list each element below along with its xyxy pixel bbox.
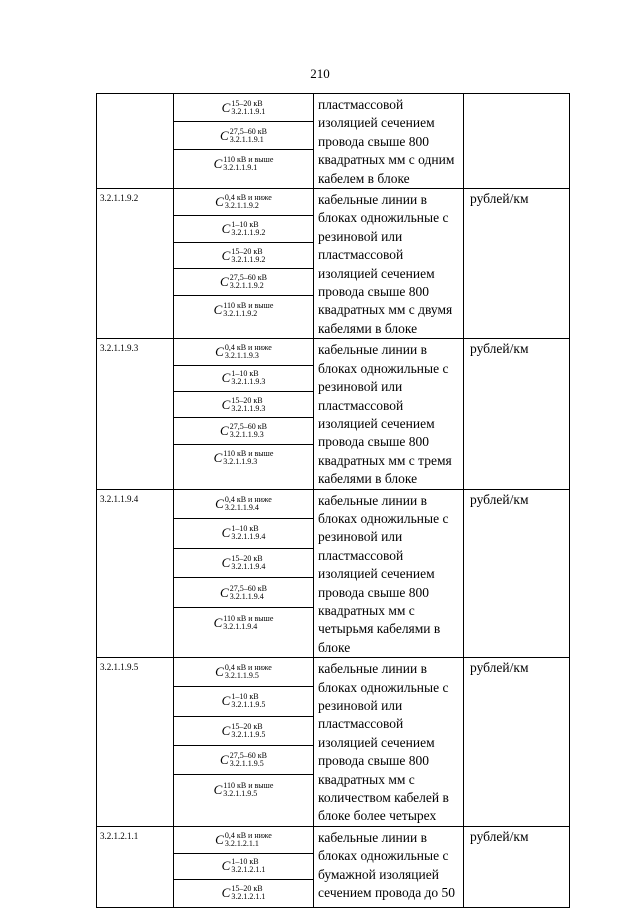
symbol-voltage: 27,5–60 кВ xyxy=(229,750,267,760)
row-code: 3.2.1.1.9.2 xyxy=(97,189,174,339)
rate-symbol xyxy=(174,717,313,746)
symbol-voltage: 15–20 кВ xyxy=(231,246,263,256)
row-code xyxy=(97,94,174,189)
rate-symbol xyxy=(174,578,313,608)
symbol-index: 3.2.1.1.9.2 xyxy=(231,254,266,264)
symbol-letter: C xyxy=(215,343,224,359)
symbol-index: 3.2.1.2.1.1 xyxy=(231,865,266,875)
symbol-index: 3.2.1.2.1.1 xyxy=(224,838,259,848)
rate-symbol xyxy=(174,880,313,907)
row-unit xyxy=(464,94,570,189)
symbol-voltage: 27,5–60 кВ xyxy=(229,126,267,136)
symbol-voltage: 1–10 кВ xyxy=(231,857,259,867)
rate-symbol xyxy=(174,854,313,881)
rate-symbols xyxy=(174,658,314,827)
symbol-letter: C xyxy=(220,274,229,290)
row-code: 3.2.1.1.9.4 xyxy=(97,489,174,658)
rate-symbol xyxy=(174,243,313,270)
symbol-index: 3.2.1.1.9.2 xyxy=(223,308,258,318)
symbol-voltage: 110 кВ и выше xyxy=(223,780,274,790)
symbol-index: 3.2.1.1.9.3 xyxy=(224,350,259,360)
symbol-letter: C xyxy=(221,396,231,412)
symbol-letter: C xyxy=(221,370,231,386)
symbol-index: 3.2.1.1.9.5 xyxy=(223,788,258,798)
rate-symbol xyxy=(174,189,313,216)
tariff-table xyxy=(96,93,570,908)
symbol-letter: C xyxy=(221,555,231,571)
symbol-voltage: 0,4 кВ и ниже xyxy=(224,342,272,352)
symbol-voltage: 15–20 кВ xyxy=(231,884,263,894)
symbol-index: 3.2.1.1.9.1 xyxy=(223,163,258,172)
symbol-letter: C xyxy=(221,885,231,901)
rate-symbol xyxy=(174,418,313,444)
page-number: 210 xyxy=(310,66,330,81)
rate-symbol xyxy=(174,608,313,638)
rate-symbols xyxy=(174,94,314,189)
symbol-voltage: 27,5–60 кВ xyxy=(229,422,267,432)
symbol-letter: C xyxy=(215,193,224,209)
row-description: кабельные линии в блоках одножильные с резиновой или пластмассовой изоляцией сечением провода свыше 800 квадратных мм с четырьмя кабелями в блоке xyxy=(314,489,464,658)
table-row xyxy=(97,189,570,339)
symbol-letter: C xyxy=(215,495,224,511)
symbol-letter: C xyxy=(213,156,223,171)
row-unit: рублей/км xyxy=(464,658,570,827)
row-description: кабельные линии в блоках одножильные с резиновой или пластмассовой изоляцией сечением провода свыше 800 квадратных мм с тремя кабелями в блоке xyxy=(314,339,464,489)
symbol-letter: C xyxy=(221,99,231,115)
symbol-index: 3.2.1.1.9.5 xyxy=(231,729,266,739)
symbol-letter: C xyxy=(221,220,231,236)
rate-symbol xyxy=(174,549,313,579)
symbol-letter: C xyxy=(220,584,229,600)
symbol-voltage: 15–20 кВ xyxy=(231,554,263,564)
symbol-letter: C xyxy=(213,301,223,317)
row-code: 3.2.1.2.1.1 xyxy=(97,826,174,907)
symbol-index: 3.2.1.1.9.4 xyxy=(223,621,258,631)
rate-symbol xyxy=(174,827,313,854)
symbol-voltage: 0,4 кВ и ниже xyxy=(224,830,272,840)
symbol-index: 3.2.1.2.1.1 xyxy=(231,892,266,902)
rate-symbol xyxy=(174,445,313,471)
symbol-letter: C xyxy=(221,247,231,263)
rate-symbol xyxy=(174,775,313,804)
rate-symbols xyxy=(174,826,314,907)
symbol-letter: C xyxy=(220,127,229,143)
row-code: 3.2.1.1.9.3 xyxy=(97,339,174,489)
rate-symbols xyxy=(174,189,314,339)
symbol-index: 3.2.1.1.9.2 xyxy=(229,281,264,291)
rate-symbol xyxy=(174,94,313,122)
symbol-index: 3.2.1.1.9.5 xyxy=(224,671,259,681)
row-unit: рублей/км xyxy=(464,489,570,658)
row-description: кабельные линии в блоках одножильные с резиновой или пластмассовой изоляцией сечением провода свыше 800 квадратных мм с количеством кабелей в блоке более четырех xyxy=(314,658,464,827)
row-description: кабельные линии в блоках одножильные с резиновой или пластмассовой изоляцией сечением провода свыше 800 квадратных мм с двумя кабелями в блоке xyxy=(314,189,464,339)
symbol-letter: C xyxy=(213,614,223,630)
symbol-letter: C xyxy=(215,664,224,680)
symbol-index: 3.2.1.1.9.4 xyxy=(229,591,264,601)
table-row xyxy=(97,339,570,489)
symbol-index: 3.2.1.1.9.1 xyxy=(231,106,266,116)
symbol-index: 3.2.1.1.9.4 xyxy=(231,532,266,542)
symbol-index: 3.2.1.1.9.3 xyxy=(229,430,264,440)
symbol-index: 3.2.1.1.9.5 xyxy=(229,758,264,768)
row-description: пластмассовой изоляцией сечением провода свыше 800 квадратных мм с одним кабелем в блоке xyxy=(314,94,464,189)
symbol-index: 3.2.1.1.9.1 xyxy=(229,134,264,144)
row-unit: рублей/км xyxy=(464,189,570,339)
row-description: кабельные линии в блоках одножильные с бумажной изоляцией сечением провода до 50 xyxy=(314,826,464,907)
symbol-voltage: 110 кВ и выше xyxy=(223,155,274,164)
symbol-index: 3.2.1.1.9.4 xyxy=(224,502,259,512)
rate-symbol xyxy=(174,392,313,418)
rate-symbol xyxy=(174,150,313,178)
symbol-letter: C xyxy=(220,423,229,439)
symbol-voltage: 1–10 кВ xyxy=(231,692,259,702)
rate-symbol xyxy=(174,296,313,323)
rate-symbol xyxy=(174,746,313,775)
rate-symbol xyxy=(174,658,313,687)
symbol-voltage: 15–20 кВ xyxy=(231,395,263,405)
row-code: 3.2.1.1.9.5 xyxy=(97,658,174,827)
symbol-voltage: 0,4 кВ и ниже xyxy=(224,663,272,673)
rate-symbol xyxy=(174,490,313,520)
symbol-letter: C xyxy=(221,858,231,874)
symbol-letter: C xyxy=(221,693,231,709)
symbol-index: 3.2.1.1.9.3 xyxy=(231,377,266,387)
symbol-voltage: 15–20 кВ xyxy=(231,98,263,108)
table-row xyxy=(97,489,570,658)
symbol-letter: C xyxy=(215,831,224,847)
symbol-voltage: 110 кВ и выше xyxy=(223,300,274,310)
symbol-voltage: 0,4 кВ и ниже xyxy=(224,192,272,202)
symbol-letter: C xyxy=(213,781,223,797)
symbol-voltage: 27,5–60 кВ xyxy=(229,583,267,593)
symbol-voltage: 110 кВ и выше xyxy=(223,449,274,459)
rate-symbol xyxy=(174,122,313,150)
symbol-index: 3.2.1.1.9.5 xyxy=(231,700,266,710)
symbol-letter: C xyxy=(220,751,229,767)
symbol-index: 3.2.1.1.9.2 xyxy=(224,200,259,210)
rate-symbol xyxy=(174,339,313,365)
symbol-letter: C xyxy=(213,450,223,466)
symbol-letter: C xyxy=(221,525,231,541)
symbol-index: 3.2.1.1.9.4 xyxy=(231,562,266,572)
table-row xyxy=(97,658,570,827)
row-unit: рублей/км xyxy=(464,826,570,907)
symbol-letter: C xyxy=(221,722,231,738)
table-row xyxy=(97,826,570,907)
rate-symbols xyxy=(174,339,314,489)
rate-symbols xyxy=(174,489,314,658)
symbol-voltage: 1–10 кВ xyxy=(231,369,259,379)
symbol-voltage: 15–20 кВ xyxy=(231,721,263,731)
symbol-voltage: 1–10 кВ xyxy=(231,219,259,229)
symbol-voltage: 27,5–60 кВ xyxy=(229,273,267,283)
rate-symbol xyxy=(174,366,313,392)
rate-symbol xyxy=(174,519,313,549)
table-row xyxy=(97,94,570,189)
symbol-voltage: 0,4 кВ и ниже xyxy=(224,494,272,504)
row-unit: рублей/км xyxy=(464,339,570,489)
symbol-index: 3.2.1.1.9.2 xyxy=(231,227,266,237)
symbol-index: 3.2.1.1.9.3 xyxy=(231,403,266,413)
symbol-voltage: 1–10 кВ xyxy=(231,524,259,534)
symbol-index: 3.2.1.1.9.3 xyxy=(223,457,258,467)
rate-symbol xyxy=(174,216,313,243)
rate-symbol xyxy=(174,269,313,296)
rate-symbol xyxy=(174,687,313,716)
symbol-voltage: 110 кВ и выше xyxy=(223,613,274,623)
